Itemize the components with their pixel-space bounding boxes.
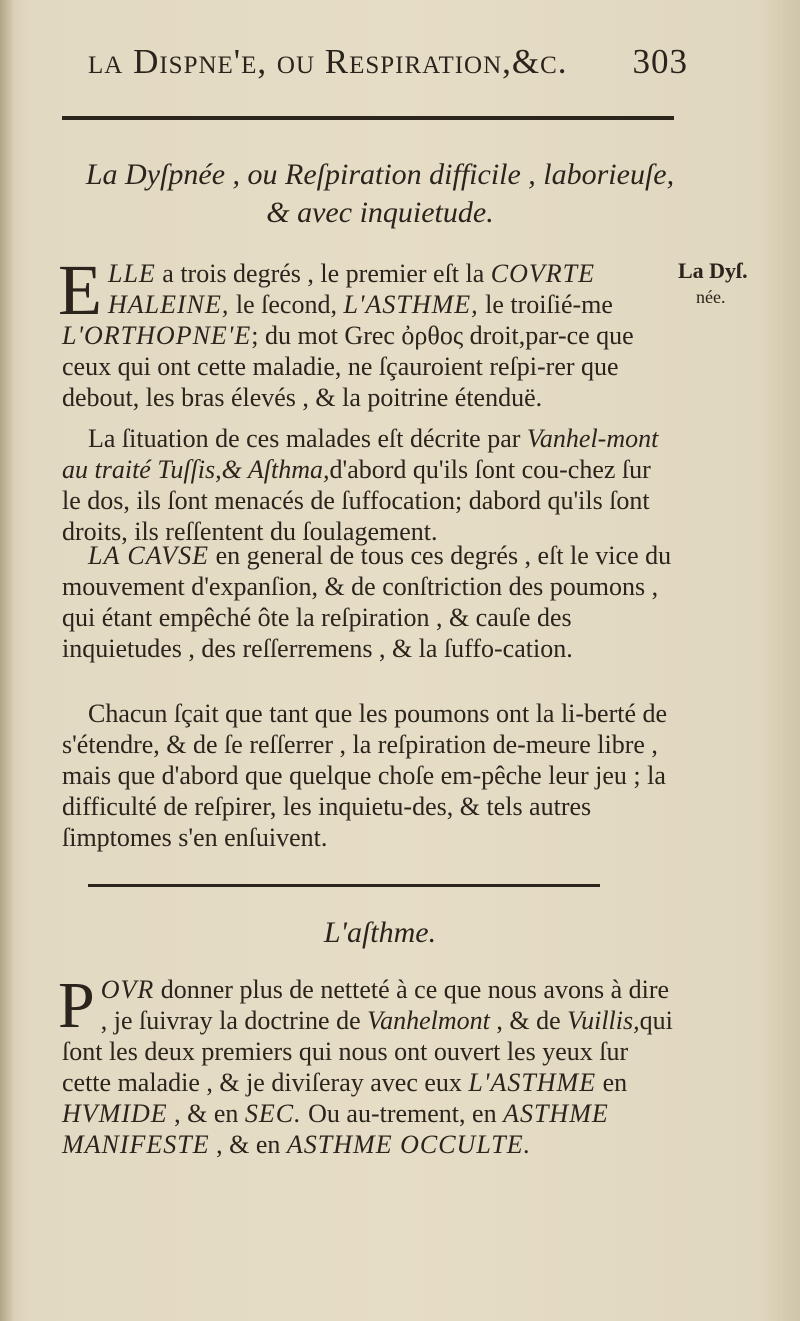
text-span: en <box>596 1068 628 1097</box>
text-span: , & en <box>209 1130 287 1159</box>
text-span: , & en <box>167 1099 245 1128</box>
paragraph-5 <box>58 969 674 1160</box>
section-title-line1: La Dyſpnée , ou Reſpiration difficile , laborieuſe, <box>85 158 675 191</box>
margin-note-line2: née. <box>696 287 726 307</box>
text-span: en general de tous ces degrés , eſt le vice du mouvement d'expanſion, & de conſtriction des poumons , qui étant empêché ôte la reſpiration , & cauſe des inquietudes , des reſſerremens , & la ſuffo-cation. <box>62 541 672 663</box>
text-span: ASTHME MANIFESTE <box>62 1099 609 1159</box>
running-title: la Dispne'e, ou Respiration,&c. <box>88 42 568 81</box>
text-span: OVR <box>100 975 155 1004</box>
text-span: qui ſont les deux premiers qui nous ont ouvert les yeux ſur cette maladie , & je diviſeray avec eux <box>62 1006 673 1097</box>
text-span: ; du mot Grec ὀρθος droit,par-ce que ceux qui ont cette maladie, ne ſçauroient reſpi-rer que debout, les bras élevés , & la poitrine étenduë. <box>62 321 634 412</box>
running-header <box>88 42 688 92</box>
margin-note <box>678 258 793 310</box>
text-span: LA CAVSE <box>88 541 210 570</box>
paragraph-4 <box>62 698 674 853</box>
margin-note-line1: La Dyſ. <box>678 258 748 283</box>
section-2-title: L'aſthme. <box>323 916 437 949</box>
text-span: COVRTE HALEINE, <box>107 259 596 319</box>
section-rule <box>88 884 600 887</box>
paragraph-1 <box>58 250 674 413</box>
text-span: La ſituation de ces malades eſt décrite par <box>88 424 527 453</box>
text-span: SEC. <box>244 1099 302 1128</box>
text-span: Ou au-trement, en <box>301 1099 504 1128</box>
text-span: d'abord qu'ils ſont cou-chez ſur le dos, ils ſont menacés de ſuffocation; dabord qu'ils ſont droits, ils reſſentent du ſoulagement. <box>62 455 651 546</box>
drop-cap: P <box>58 969 95 1042</box>
section-title-line2: & avec inquietude. <box>266 196 494 229</box>
text-span: Vuillis, <box>567 1006 640 1035</box>
text-span: , & de <box>489 1006 568 1035</box>
gutter-shadow <box>0 0 14 1321</box>
header-rule <box>62 116 674 120</box>
text-span: Chacun ſçait que tant que les poumons ont la li-berté de s'étendre, & de ſe reſſerrer , la reſpiration de-meure libre , mais que d'abord que quelque choſe em-pêche leur jeu ; la difficulté de reſpirer, les inquietu-des, & tels autres ſimptomes s'en enſuivent. <box>62 699 668 852</box>
drop-cap: E <box>58 250 102 330</box>
text-span: Vanhelmont <box>367 1006 490 1035</box>
text-span: le troiſié-me <box>478 290 613 319</box>
paragraph-2 <box>62 423 674 547</box>
text-span: HVMIDE <box>62 1099 168 1128</box>
text-span: L'ASTHME <box>468 1068 597 1097</box>
text-span: le ſecond, <box>229 290 344 319</box>
text-span: LLE <box>107 259 156 288</box>
text-span: a trois degrés , le premier eſt la <box>155 259 491 288</box>
text-span: L'ORTHOPNE'E <box>62 321 252 350</box>
page-number: 303 <box>632 42 688 81</box>
text-span: donner plus de netteté à ce que nous avons à dire , je ſuivray la doctrine de <box>100 975 670 1035</box>
paragraph-3 <box>62 540 674 664</box>
text-span: ASTHME OCCULTE. <box>286 1130 532 1159</box>
text-span: Vanhel-mont au traité Tuſſis,& Aſthma, <box>62 424 659 484</box>
text-span: L'ASTHME, <box>343 290 479 319</box>
